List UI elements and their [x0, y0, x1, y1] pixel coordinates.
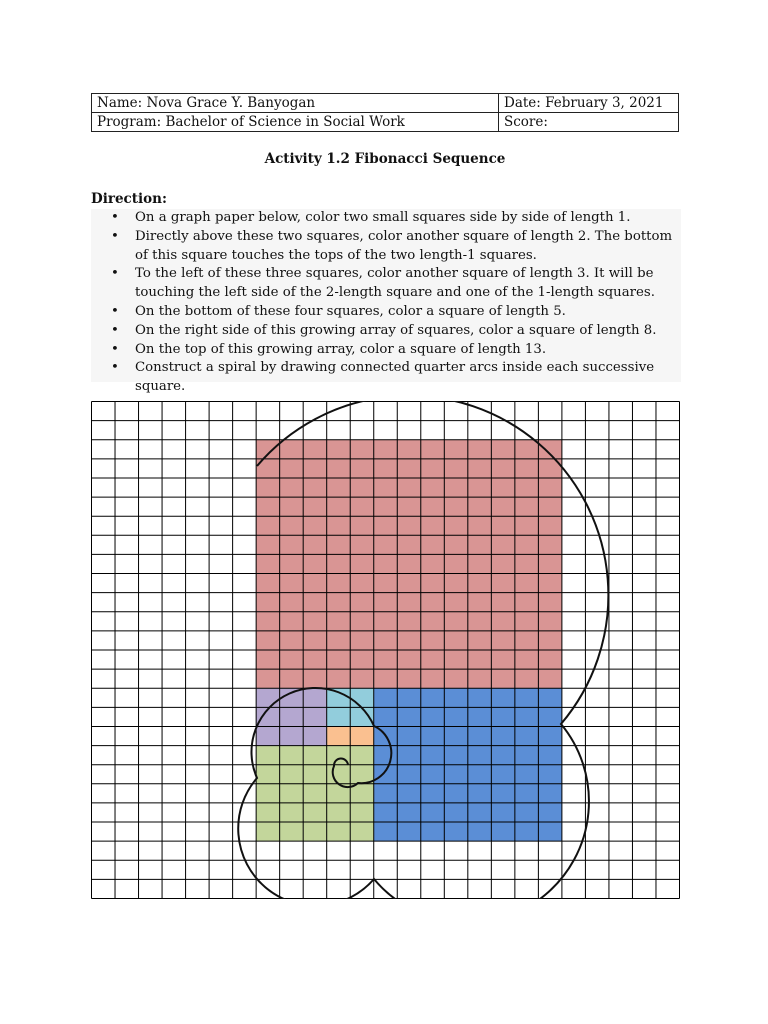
direction-item — [91, 359, 681, 397]
graph-paper — [91, 401, 680, 899]
date-cell: Date: February 3, 2021 — [499, 94, 679, 113]
program-cell: Program: Bachelor of Science in Social Work — [92, 113, 499, 132]
header-info-table — [91, 93, 679, 132]
name-cell: Name: Nova Grace Y. Banyogan — [92, 94, 499, 113]
square-13 — [256, 440, 562, 689]
bullet-icon: • — [111, 266, 119, 282]
direction-item — [91, 341, 681, 360]
direction-heading: Direction: — [91, 191, 167, 207]
square-green — [256, 746, 374, 842]
square-purple — [256, 688, 327, 745]
direction-text: On the top of this growing array, color a square of length 13. — [135, 341, 547, 357]
direction-item — [91, 209, 681, 228]
bullet-icon: • — [111, 210, 119, 225]
bullet-icon: • — [111, 322, 119, 338]
direction-item — [91, 265, 681, 303]
activity-title: Activity 1.2 Fibonacci Sequence — [264, 151, 506, 167]
graph-paper-svg — [91, 401, 680, 899]
bullet-icon: • — [111, 228, 119, 244]
bullet-icon: • — [111, 360, 119, 376]
colored-squares — [256, 440, 562, 841]
direction-text: To the left of these three squares, color another square of length 3. It will be touching the left side of the 2-length square and one of the 1-length squares. — [135, 266, 655, 301]
direction-text: On the right side of this growing array of squares, color a square of length 8. — [135, 322, 657, 338]
directions-list — [91, 209, 681, 395]
bullet-icon: • — [111, 341, 119, 357]
bullet-icon: • — [111, 303, 119, 319]
direction-text: Directly above these two squares, color another square of length 2. The bottom of this square touches the tops of the two length-1 squares. — [135, 228, 673, 263]
score-cell: Score: — [499, 113, 679, 132]
direction-text: On a graph paper below, color two small squares side by side of length 1. — [135, 210, 631, 225]
direction-item — [91, 303, 681, 322]
direction-text: On the bottom of these four squares, color a square of length 5. — [135, 303, 566, 319]
direction-item — [91, 322, 681, 341]
direction-text: Construct a spiral by drawing connected quarter arcs inside each successive square. — [135, 360, 655, 395]
direction-item — [91, 228, 681, 266]
